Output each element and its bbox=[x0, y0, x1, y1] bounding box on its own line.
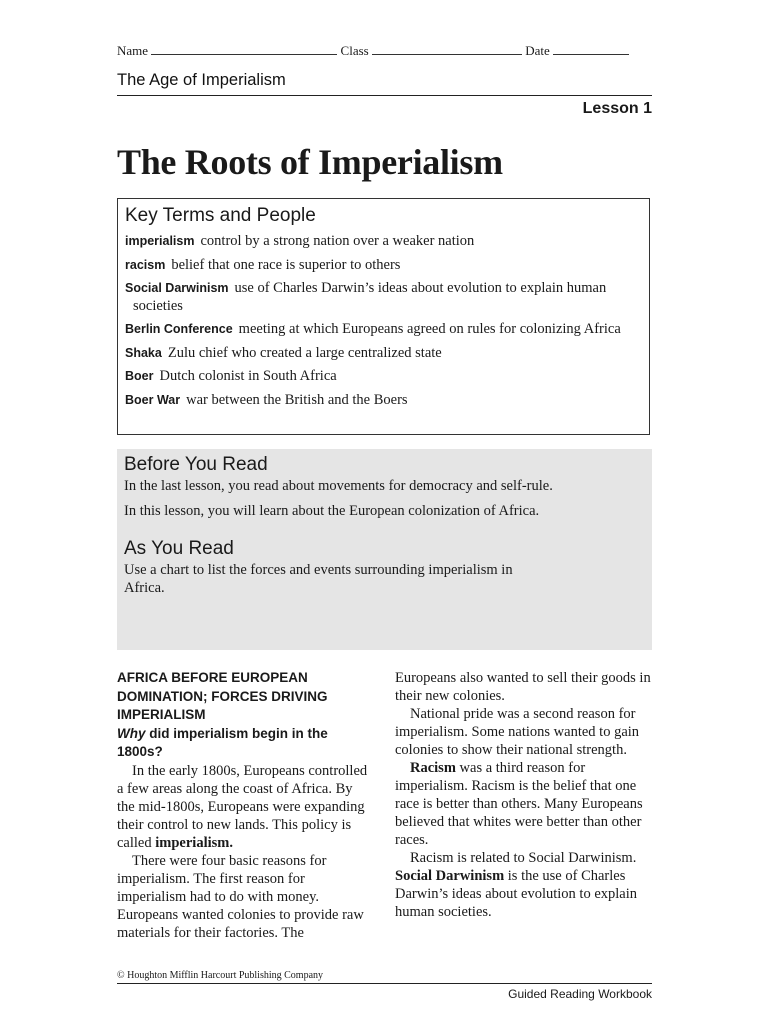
paragraph: Europeans also wanted to sell their goods in their new colonies. bbox=[395, 670, 651, 704]
paragraph: There were four basic reasons for imperialism. The first reason for imperialism had to do with money. Europeans wanted colonies to provide raw materials for their factories. The bbox=[117, 852, 364, 941]
paragraph-text: was a third reason for imperialism. Racism is the belief that one race is better than others. Many Europeans believed that whites were better than other races. bbox=[395, 760, 643, 848]
question-emphasis: Why bbox=[117, 725, 146, 741]
term-definition: meeting at which Europeans agreed on rules for colonizing Africa bbox=[238, 321, 621, 337]
term-definition: belief that one race is superior to others bbox=[171, 256, 401, 273]
paragraph bbox=[117, 762, 369, 852]
copyright-notice: © Houghton Mifflin Harcourt Publishing Company bbox=[117, 970, 324, 981]
paragraph-text: is the use of Charles Darwin’s ideas about evolution to explain human societies. bbox=[395, 868, 638, 920]
section-heading: AFRICA BEFORE EUROPEAN DOMINATION; FORCES DRIVING IMPERIALISM bbox=[117, 670, 328, 722]
paragraph bbox=[395, 759, 655, 849]
key-terms-box bbox=[117, 198, 650, 435]
key-term-item bbox=[125, 392, 642, 410]
term-name: Shaka bbox=[125, 345, 162, 360]
term-name: imperialism bbox=[125, 234, 195, 248]
right-column bbox=[395, 669, 655, 921]
as-you-read-text: Use a chart to list the forces and events surrounding imperialism in Africa. bbox=[124, 562, 513, 596]
class-label: Class bbox=[340, 43, 369, 58]
lesson-number: Lesson 1 bbox=[582, 100, 652, 117]
term-name: Boer bbox=[125, 369, 154, 383]
before-you-read-heading: Before You Read bbox=[124, 454, 268, 475]
key-terms-heading: Key Terms and People bbox=[125, 205, 316, 226]
guiding-question bbox=[117, 725, 369, 762]
key-term-item bbox=[125, 321, 642, 339]
term-definition: Zulu chief who created a large centralized state bbox=[167, 344, 442, 361]
term-name: Social Darwinism bbox=[125, 281, 229, 295]
bold-term: imperialism. bbox=[155, 834, 233, 851]
term-definition: control by a strong nation over a weaker nation bbox=[200, 233, 475, 249]
question-text: did imperialism begin in the 1800s? bbox=[117, 725, 328, 759]
term-definition: Dutch colonist in South Africa bbox=[159, 368, 337, 384]
date-label: Date bbox=[525, 43, 550, 58]
key-term-item bbox=[125, 233, 642, 251]
name-class-date-line bbox=[117, 43, 652, 59]
header-rule bbox=[117, 95, 652, 96]
unit-title: The Age of Imperialism bbox=[117, 71, 286, 89]
bold-term: Social Darwinism bbox=[395, 868, 505, 884]
date-blank bbox=[553, 44, 629, 55]
before-you-read-text: In the last lesson, you read about movements for democracy and self-rule. bbox=[124, 478, 553, 494]
class-blank bbox=[372, 44, 522, 55]
key-term-item bbox=[125, 280, 642, 315]
reading-guide-box bbox=[117, 449, 652, 650]
as-you-read-heading: As You Read bbox=[124, 538, 234, 559]
paragraph: National pride was a second reason for imperialism. Some nations wanted to gain colonies to show their national strength. bbox=[395, 706, 640, 758]
left-column bbox=[117, 669, 369, 942]
name-blank bbox=[151, 44, 337, 55]
paragraph bbox=[395, 849, 655, 921]
paragraph-text: In the early 1800s, Europeans controlled a few areas along the coast of Africa. By the mid-1800s, Europeans were expanding their control to new lands. This policy is called bbox=[117, 762, 368, 851]
paragraph-text: Racism is related to Social Darwinism. bbox=[410, 850, 637, 866]
workbook-title: Guided Reading Workbook bbox=[508, 987, 652, 1001]
name-label: Name bbox=[117, 43, 149, 58]
key-term-item bbox=[125, 257, 642, 275]
key-term-item bbox=[125, 368, 642, 386]
term-name: Berlin Conference bbox=[125, 322, 233, 336]
term-definition: war between the British and the Boers bbox=[186, 391, 408, 408]
footer-rule bbox=[117, 983, 652, 984]
before-you-read-text: In this lesson, you will learn about the European colonization of Africa. bbox=[124, 503, 540, 519]
term-name: Boer War bbox=[125, 392, 181, 407]
term-name: racism bbox=[125, 257, 166, 272]
term-definition: use of Charles Darwin’s ideas about evolution to explain human societies bbox=[133, 280, 607, 314]
page-title: The Roots of Imperialism bbox=[117, 142, 503, 182]
bold-term: Racism bbox=[410, 760, 456, 776]
key-term-item bbox=[125, 345, 642, 363]
